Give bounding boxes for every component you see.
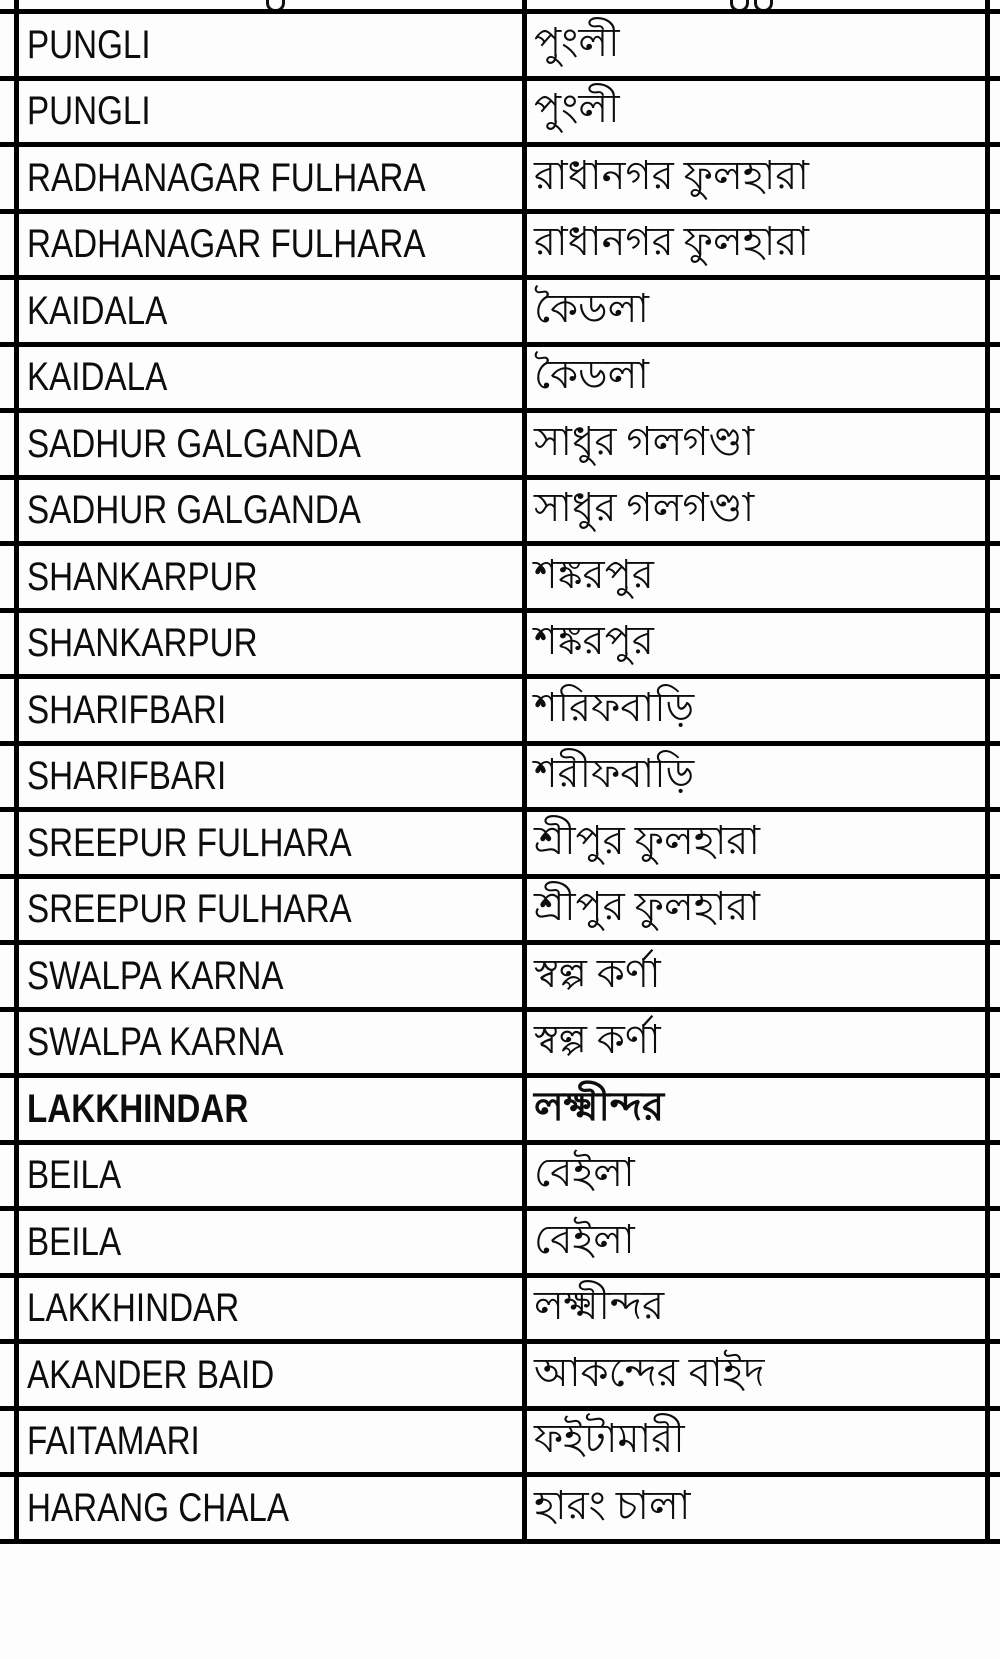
village-name-bn: শরীফবাড়ি <box>534 751 695 797</box>
right-edge-cell <box>990 679 1000 741</box>
village-name-bn: লক্ষ্মীন্দর <box>534 1083 665 1129</box>
village-name-bn-cell <box>527 1411 990 1473</box>
village-name-en-cell <box>19 1344 527 1406</box>
village-name-en: PUNGLI <box>27 22 151 67</box>
left-edge-cell <box>0 812 19 874</box>
village-name-en: SHANKARPUR <box>27 621 258 666</box>
left-edge-cell <box>0 1278 19 1340</box>
right-edge-cell <box>990 1411 1000 1473</box>
table-row <box>0 945 1000 1012</box>
village-name-en: KAIDALA <box>27 288 168 333</box>
village-name-bn: শঙ্করপুর <box>534 551 654 597</box>
village-name-en-cell <box>19 812 527 874</box>
left-edge-cell <box>0 0 19 9</box>
village-name-bn-cell <box>527 1012 990 1074</box>
village-name-en: LAKKHINDAR <box>27 1286 240 1331</box>
right-edge-cell <box>990 413 1000 475</box>
village-name-bn-cell <box>527 1344 990 1406</box>
table-row-clipped-top <box>0 0 1000 14</box>
right-edge-cell <box>990 1211 1000 1273</box>
table-row-bold <box>0 1078 1000 1145</box>
village-name-bn: স্বল্প কর্ণা <box>534 950 661 996</box>
right-edge-cell <box>990 812 1000 874</box>
left-edge-cell <box>0 347 19 409</box>
right-edge-cell <box>990 81 1000 143</box>
village-name-en-cell <box>19 480 527 542</box>
left-edge-cell <box>0 1211 19 1273</box>
left-edge-cell <box>0 1012 19 1074</box>
village-name-en-cell <box>19 613 527 675</box>
right-edge-cell <box>990 1145 1000 1207</box>
village-name-bn: শ্রীপুর ফুলহারা <box>534 884 761 930</box>
right-edge-cell <box>990 945 1000 1007</box>
right-edge-cell <box>990 214 1000 276</box>
left-edge-cell <box>0 1477 19 1539</box>
right-edge-cell <box>990 147 1000 209</box>
left-edge-cell <box>0 280 19 342</box>
village-name-bn: বেইলা <box>534 1216 635 1262</box>
village-name-en-cell <box>19 1145 527 1207</box>
village-name-bn: বেইলা <box>534 1150 635 1196</box>
table-row <box>0 480 1000 547</box>
right-edge-cell <box>990 1278 1000 1340</box>
village-name-en-cell <box>19 413 527 475</box>
village-name-bn: কৈডলা <box>534 285 650 331</box>
right-edge-cell <box>990 347 1000 409</box>
left-edge-cell <box>0 879 19 941</box>
table-row <box>0 1012 1000 1079</box>
village-name-en-cell <box>19 1477 527 1539</box>
left-edge-cell <box>0 413 19 475</box>
village-name-bn: শ্রীপুর ফুলহারা <box>534 817 761 863</box>
village-name-bn-cell <box>527 879 990 941</box>
village-name-en: FAITAMARI <box>27 1419 200 1464</box>
village-name-en: SADHUR GALGANDA <box>27 421 361 466</box>
table-row <box>0 879 1000 946</box>
left-edge-cell <box>0 679 19 741</box>
village-name-bn-cell <box>527 1145 990 1207</box>
table-row <box>0 746 1000 813</box>
table-row <box>0 1344 1000 1411</box>
village-name-en-cell <box>19 214 527 276</box>
village-name-en: LAKKHINDAR <box>27 1086 249 1131</box>
village-name-en-cell <box>19 1012 527 1074</box>
village-name-en-cell <box>19 879 527 941</box>
village-name-bn-cell <box>527 147 990 209</box>
table-row <box>0 347 1000 414</box>
table-row <box>0 679 1000 746</box>
right-edge-cell <box>990 1012 1000 1074</box>
table-row <box>0 1145 1000 1212</box>
village-name-bn: স্বল্প কর্ণা <box>534 1017 661 1063</box>
right-edge-cell <box>990 546 1000 608</box>
table-row <box>0 280 1000 347</box>
left-edge-cell <box>0 1078 19 1140</box>
clipped-text-fragment <box>266 0 285 9</box>
table-row <box>0 1477 1000 1544</box>
village-name-bn-cell <box>527 0 990 9</box>
left-edge-cell <box>0 81 19 143</box>
village-name-en: SWALPA KARNA <box>27 1020 284 1065</box>
table-row <box>0 147 1000 214</box>
village-name-en-cell <box>19 280 527 342</box>
village-name-en: SREEPUR FULHARA <box>27 887 352 932</box>
village-name-en: RADHANAGAR FULHARA <box>27 155 426 200</box>
village-name-en: BEILA <box>27 1153 122 1198</box>
village-name-en: SWALPA KARNA <box>27 953 284 998</box>
village-name-bn-cell <box>527 480 990 542</box>
village-name-en: BEILA <box>27 1219 122 1264</box>
table-row <box>0 214 1000 281</box>
village-name-bn-cell <box>527 81 990 143</box>
village-name-en: SHARIFBARI <box>27 754 227 799</box>
village-name-bn-cell <box>527 280 990 342</box>
right-edge-cell <box>990 746 1000 808</box>
village-name-en-cell <box>19 1278 527 1340</box>
village-name-bn: সাধুর গলগণ্ডা <box>534 418 755 464</box>
left-edge-cell <box>0 1145 19 1207</box>
left-edge-cell <box>0 1344 19 1406</box>
village-name-en-cell <box>19 1078 527 1140</box>
village-name-bn: পুংলী <box>534 19 620 65</box>
village-name-bn-cell <box>527 945 990 1007</box>
village-name-bn: শরিফবাড়ি <box>534 684 695 730</box>
village-name-bn-cell <box>527 1211 990 1273</box>
village-name-en: SHARIFBARI <box>27 687 227 732</box>
table-row <box>0 81 1000 148</box>
left-edge-cell <box>0 546 19 608</box>
village-name-en: HARANG CHALA <box>27 1485 289 1530</box>
left-edge-cell <box>0 214 19 276</box>
village-name-bn-cell <box>527 546 990 608</box>
village-name-en: SHANKARPUR <box>27 554 258 599</box>
right-edge-cell <box>990 1344 1000 1406</box>
village-name-en-cell <box>19 347 527 409</box>
village-name-en-cell <box>19 147 527 209</box>
table-row <box>0 613 1000 680</box>
village-name-bn: পুংলী <box>534 86 620 132</box>
table-row <box>0 14 1000 81</box>
village-name-bn: রাধানগর ফুলহারা <box>534 152 809 198</box>
village-name-bn-cell <box>527 347 990 409</box>
village-name-en-cell <box>19 746 527 808</box>
table-row <box>0 546 1000 613</box>
right-edge-cell <box>990 879 1000 941</box>
left-edge-cell <box>0 480 19 542</box>
village-name-bn-cell <box>527 812 990 874</box>
clipped-text-fragment <box>730 0 749 9</box>
village-name-en-cell <box>19 14 527 76</box>
village-name-bn: ফইটামারী <box>534 1416 685 1462</box>
village-name-en: SREEPUR FULHARA <box>27 820 352 865</box>
left-edge-cell <box>0 945 19 1007</box>
right-edge-cell <box>990 480 1000 542</box>
right-edge-cell <box>990 14 1000 76</box>
village-name-bn-cell <box>527 413 990 475</box>
village-name-en-cell <box>19 81 527 143</box>
village-name-en-cell <box>19 945 527 1007</box>
village-name-en: RADHANAGAR FULHARA <box>27 222 426 267</box>
table-row <box>0 1211 1000 1278</box>
village-name-en-cell <box>19 679 527 741</box>
right-edge-cell <box>990 1078 1000 1140</box>
village-name-bn-cell <box>527 746 990 808</box>
village-name-en-cell <box>19 546 527 608</box>
village-name-bn-cell <box>527 1278 990 1340</box>
village-name-bn-cell <box>527 613 990 675</box>
village-name-en: SADHUR GALGANDA <box>27 488 361 533</box>
village-name-en: AKANDER BAID <box>27 1352 275 1397</box>
left-edge-cell <box>0 14 19 76</box>
village-name-bn-cell <box>527 679 990 741</box>
village-name-bn: হারং চালা <box>534 1482 691 1528</box>
village-name-en: PUNGLI <box>27 89 151 134</box>
village-name-bn: আকন্দের বাইদ <box>534 1349 765 1395</box>
right-edge-cell <box>990 613 1000 675</box>
right-edge-cell <box>990 0 1000 9</box>
village-name-bn-cell <box>527 1477 990 1539</box>
village-name-bn: সাধুর গলগণ্ডা <box>534 485 755 531</box>
village-name-bn-cell <box>527 14 990 76</box>
table-row <box>0 1278 1000 1345</box>
village-name-en-cell <box>19 1211 527 1273</box>
right-edge-cell <box>990 280 1000 342</box>
village-name-en: KAIDALA <box>27 355 168 400</box>
table-row <box>0 812 1000 879</box>
village-name-en-cell <box>19 1411 527 1473</box>
left-edge-cell <box>0 746 19 808</box>
village-name-en-cell <box>19 0 527 9</box>
left-edge-cell <box>0 1411 19 1473</box>
table-row <box>0 1411 1000 1478</box>
left-edge-cell <box>0 613 19 675</box>
left-edge-cell <box>0 147 19 209</box>
table-row <box>0 413 1000 480</box>
village-name-bn: লক্ষ্মীন্দর <box>534 1283 665 1329</box>
clipped-text-fragment <box>754 0 773 9</box>
village-name-bn: রাধানগর ফুলহারা <box>534 219 809 265</box>
village-name-bn: কৈডলা <box>534 352 650 398</box>
village-name-bn-cell <box>527 214 990 276</box>
village-name-bn: শঙ্করপুর <box>534 618 654 664</box>
right-edge-cell <box>990 1477 1000 1539</box>
village-name-bn-cell <box>527 1078 990 1140</box>
